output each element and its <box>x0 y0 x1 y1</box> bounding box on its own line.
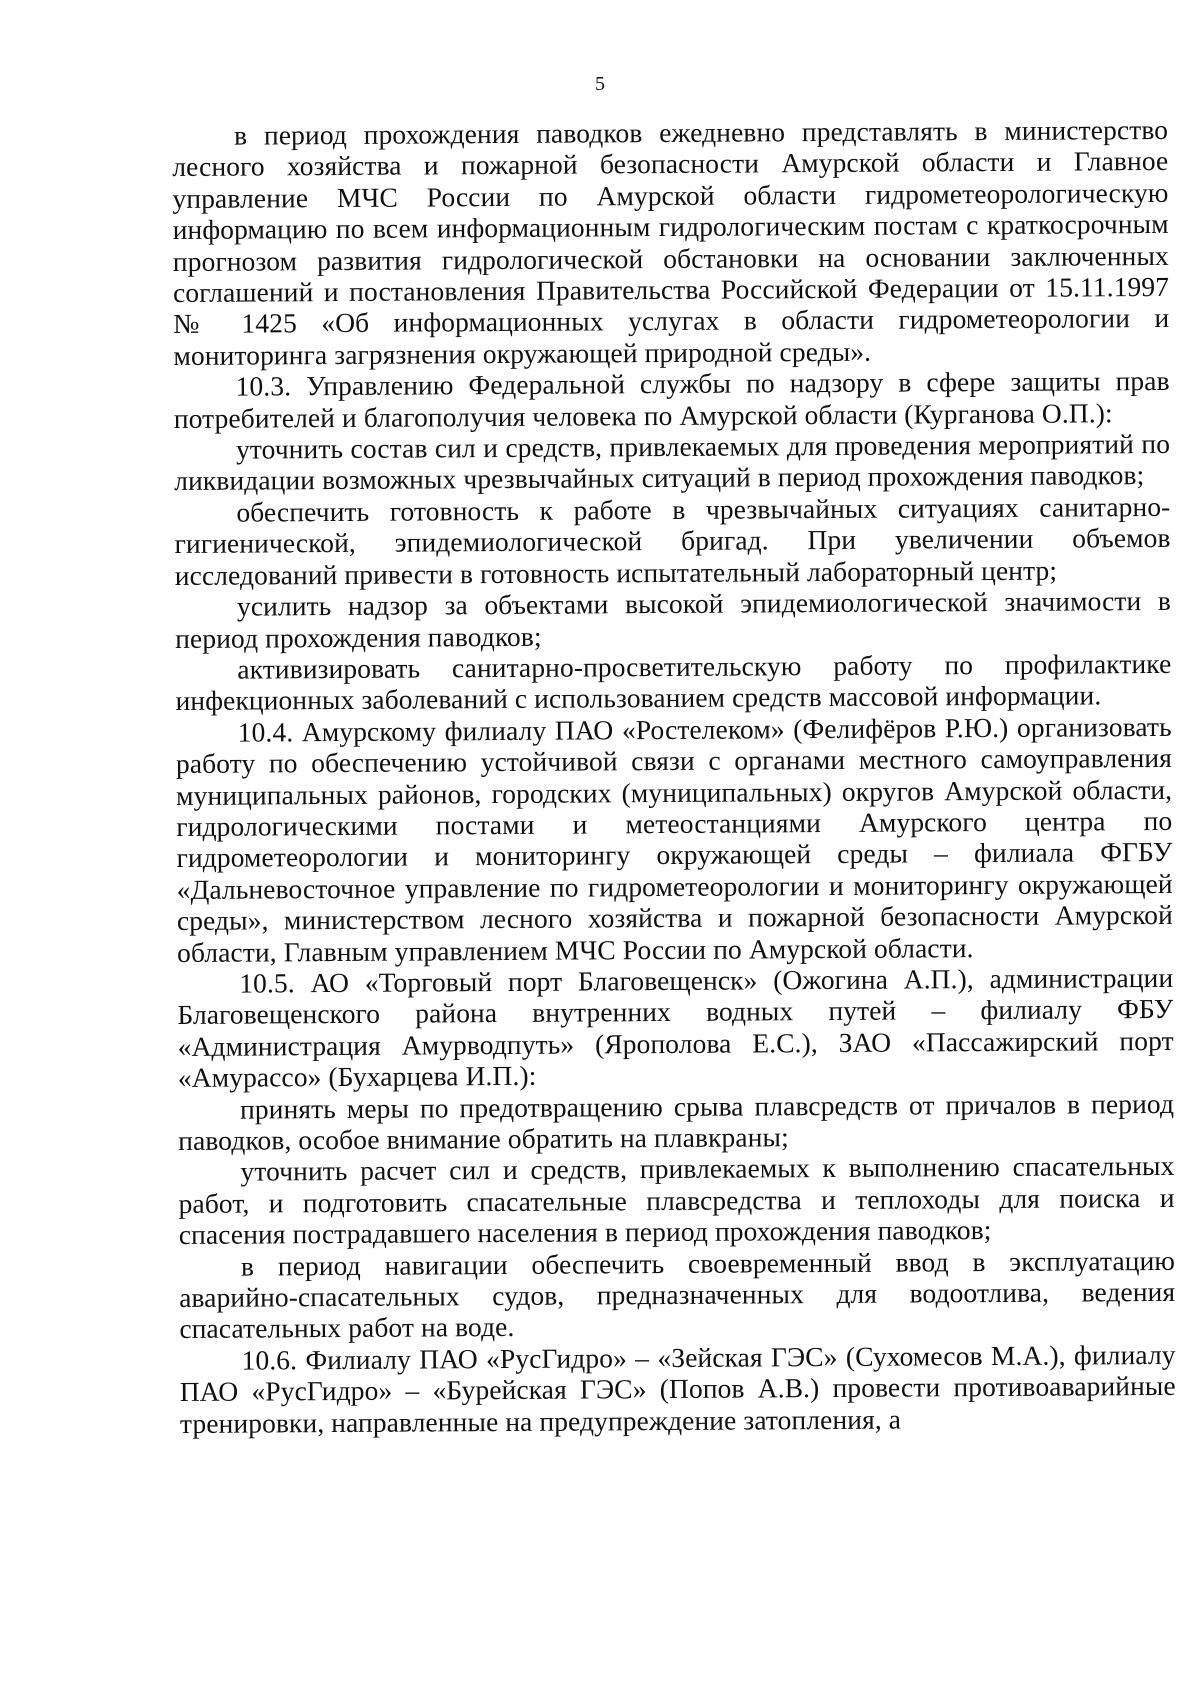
paragraph-10-5-heading: 10.5. АО «Торговый порт Благовещенск» (Ожогина А.П.), администрации Благовещенского района внутренних водных путей – филиалу ФБУ «Администрация Амурводпуть» (Ярополова Е.С.), ЗАО «Пассажирский порт «Амурассо» (Бухарцева И.П.): <box>177 961 1174 1094</box>
paragraph-10-4-communications: 10.4. Амурскому филиалу ПАО «Ростелеком» (Фелифёров Р.Ю.) организовать работу по обеспечению устойчивой связи с органами местного самоуправления муниципальных районов, городских (муниципальных) округов Амурской области, гидрологическими постами и метеостанциями Амурского центра по гидрометеорологии и мониторингу окружающей среды – филиала ФГБУ «Дальневосточное управление по гидрометеорологии и мониторингу окружающей среды», министерством лесного хозяйства и пожарной безопасности Амурской области, Главным управлением МЧС России по Амурской области. <box>175 710 1173 968</box>
paragraph-10-5-navigation: в период навигации обеспечить своевременный ввод в эксплуатацию аварийно-спасательных судов, предназначенных для водоотлива, ведения спасательных работ на воде. <box>179 1244 1176 1345</box>
paragraph-10-3-supervision: усилить надзор за объектами высокой эпидемиологической значимости в период прохождения паводков; <box>175 585 1172 654</box>
page-number: 5 <box>595 73 605 95</box>
document-body <box>172 114 1176 1439</box>
paragraph-10-3-forces: уточнить состав сил и средств, привлекаемых для проведения мероприятий по ликвидации возможных чрезвычайных ситуаций в период прохождения паводков; <box>174 427 1171 497</box>
paragraph-10-5-moorings: принять меры по предотвращению срыва плавсредств от причалов в период паводков, особое внимание обратить на плавкраны; <box>178 1087 1175 1156</box>
paragraph-hydromet-info: в период прохождения паводков ежедневно представлять в министерство лесного хозяйства и пожарной безопасности Амурской области и Главное управление МЧС России по Амурской области гидрометеорологическую информацию по всем информационным гидрологическим постам с краткосрочным прогнозом развития гидрологической обстановки на основании заключенных соглашений и постановления Правительства Российской Федерации от 15.11.1997 № 1425 «Об информационных услугах в области гидрометеорологии и мониторинга загрязнения окружающей природной среды». <box>172 113 1170 371</box>
paragraph-10-3-heading: 10.3. Управлению Федеральной службы по надзору в сфере защиты прав потребителей и благополучия человека по Амурской области (Курганова О.П.): <box>173 365 1170 434</box>
paragraph-10-3-readiness: обеспечить готовность к работе в чрезвычайных ситуациях санитарно-гигиенической, эпидемиологической бригад. При увеличении объемов исследований привести в готовность испытательный лабораторный центр; <box>174 490 1171 591</box>
paragraph-10-6-drills: 10.6. Филиалу ПАО «РусГидро» – «Зейская ГЭС» (Сухомесов М.А.), филиалу ПАО «РусГидро» – «Бурейская ГЭС» (Попов А.В.) провести противоаварийные тренировки, направленные на предупреждение затопления, а <box>179 1338 1176 1439</box>
paragraph-10-3-awareness: активизировать санитарно-просветительскую работу по профилактике инфекционных заболеваний с использованием средств массовой информации. <box>175 647 1172 717</box>
paragraph-10-5-rescue-forces: уточнить расчет сил и средств, привлекаемых к выполнению спасательных работ, и подготовить спасательные плавсредства и теплоходы для поиска и спасения пострадавшего населения в период прохождения паводков; <box>178 1150 1175 1251</box>
